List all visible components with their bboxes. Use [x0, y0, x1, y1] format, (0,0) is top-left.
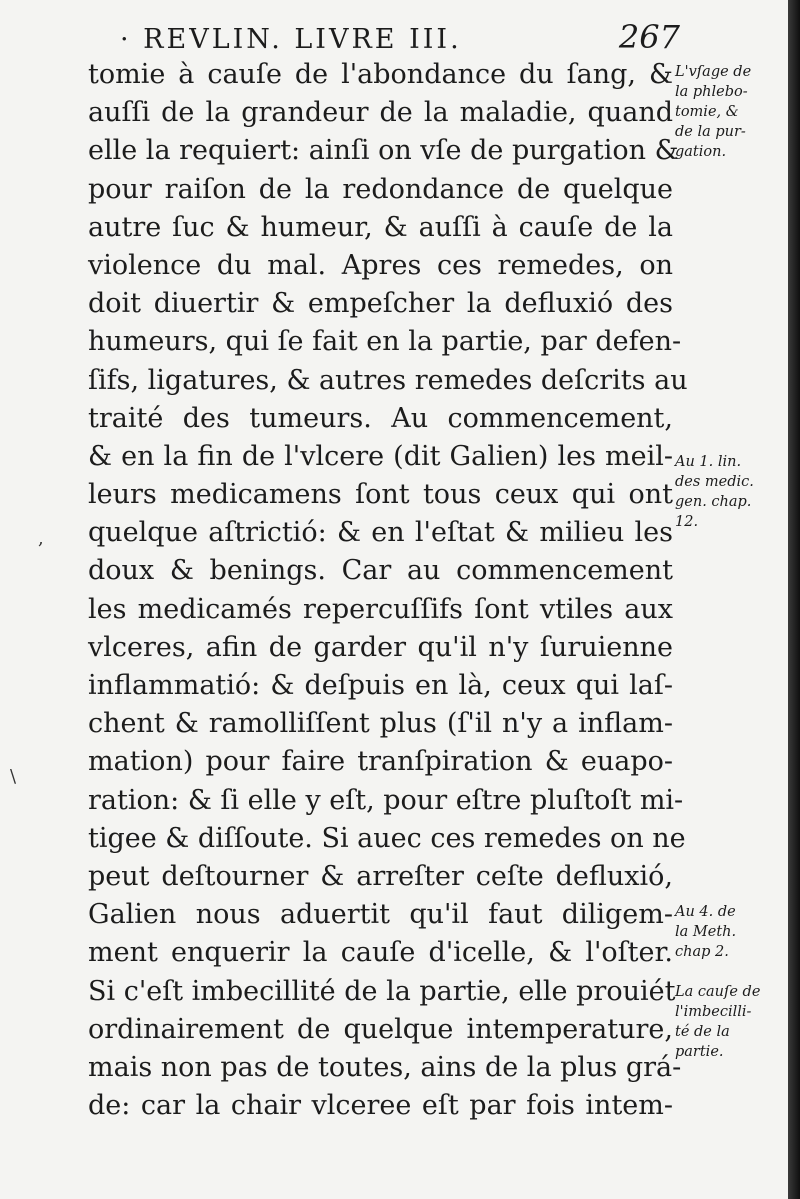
margin-note-line: gen. chap. [675, 494, 752, 510]
margin-note [675, 62, 790, 162]
margin-note-line: chap 2. [675, 944, 729, 960]
page-header [100, 18, 680, 58]
margin-note-line: l'imbecilli- [675, 1004, 752, 1020]
margin-note-line: la phlebo- [675, 84, 748, 100]
text-line: traité des tumeurs. Au commencement, [88, 402, 673, 434]
margin-note-line: tomie, & [675, 104, 739, 120]
margin-notes [675, 0, 790, 1199]
margin-note-line: gation. [675, 144, 727, 160]
text-line: quelque aſtrictió: & en l'eſtat & milieu les [88, 517, 673, 549]
text-line: leurs medicamens ſont tous ceux qui ont [88, 479, 673, 511]
text-line: doit diuertir & empeſcher la defluxió des [88, 288, 673, 320]
margin-note-line: de la pur- [675, 124, 746, 140]
margin-note-line: la Meth. [675, 924, 737, 940]
margin-note-line: L'vſage de [675, 64, 752, 80]
text-line: ſifs, ligatures, & autres remedes deſcrits au [88, 364, 688, 396]
text-line: de: car la chair vlceree eſt par fois intem- [88, 1090, 673, 1122]
text-line: Galien nous aduertit qu'il faut diligem- [88, 899, 673, 931]
text-line: les medicamés repercuſſifs ſont vtiles aux [88, 593, 673, 625]
margin-note [675, 902, 790, 962]
text-line: mation) pour faire tranſpiration & euapo- [88, 746, 673, 778]
page-number: 267 [618, 18, 680, 56]
text-line: ration: & ſi elle y eſt, pour eſtre pluſtoſt mi- [88, 784, 684, 816]
page-edge [788, 0, 800, 1199]
text-line: tomie à cauſe de l'abondance du ſang, & [88, 59, 673, 90]
text-line: autre ſuc & humeur, & auſſi à cauſe de la [88, 211, 673, 243]
ink-mark: \ [10, 766, 17, 787]
text-line: auſſi de la grandeur de la maladie, quand [88, 97, 673, 129]
text-line: pour raiſon de la redondance de quelque [88, 173, 673, 205]
text-line: doux & benings. Car au commencement [88, 555, 673, 587]
text-line: violence du mal. Apres ces remedes, on [88, 249, 673, 281]
text-line: humeurs, qui ſe fait en la partie, par defen- [88, 326, 682, 358]
text-line: ment enquerir la cauſe d'icelle, & l'oſter. [88, 937, 673, 969]
text-line: tigee & diſſoute. Si auec ces remedes on ne [88, 822, 686, 854]
text-line: vlceres, afin de garder qu'il n'y ſuruienne [88, 631, 673, 663]
margin-note-line: partie. [675, 1044, 724, 1060]
margin-note-line: 12. [675, 514, 699, 530]
margin-note-line: des medic. [675, 474, 754, 490]
text-line: & en la fin de l'vlcere (dit Galien) les meil- [88, 440, 673, 472]
running-head: · REVLIN. LIVRE III. [120, 24, 462, 55]
margin-note-line: té de la [675, 1024, 730, 1040]
text-line: Si c'eſt imbecillité de la partie, elle prouiét [88, 975, 676, 1007]
text-line: elle la requiert: ainſi on vſe de purgation & [88, 135, 679, 167]
margin-note [675, 452, 790, 532]
text-line: ordinairement de quelque intemperature, [88, 1013, 673, 1045]
margin-note-line: Au 4. de [675, 904, 736, 920]
text-line: inflammatió: & deſpuis en là, ceux qui laſ- [88, 670, 673, 701]
text-line: peut deſtourner & arreſter ceſte defluxió, [88, 860, 673, 892]
margin-note-line: La cauſe de [675, 984, 761, 1000]
margin-note-line: Au 1. lin. [675, 454, 742, 470]
text-line: mais non pas de toutes, ains de la plus grá- [88, 1051, 682, 1083]
text-line: chent & ramolliſſent plus (ſ'il n'y a inflam- [88, 708, 673, 740]
margin-note [675, 982, 790, 1062]
ink-mark: , [38, 528, 44, 549]
